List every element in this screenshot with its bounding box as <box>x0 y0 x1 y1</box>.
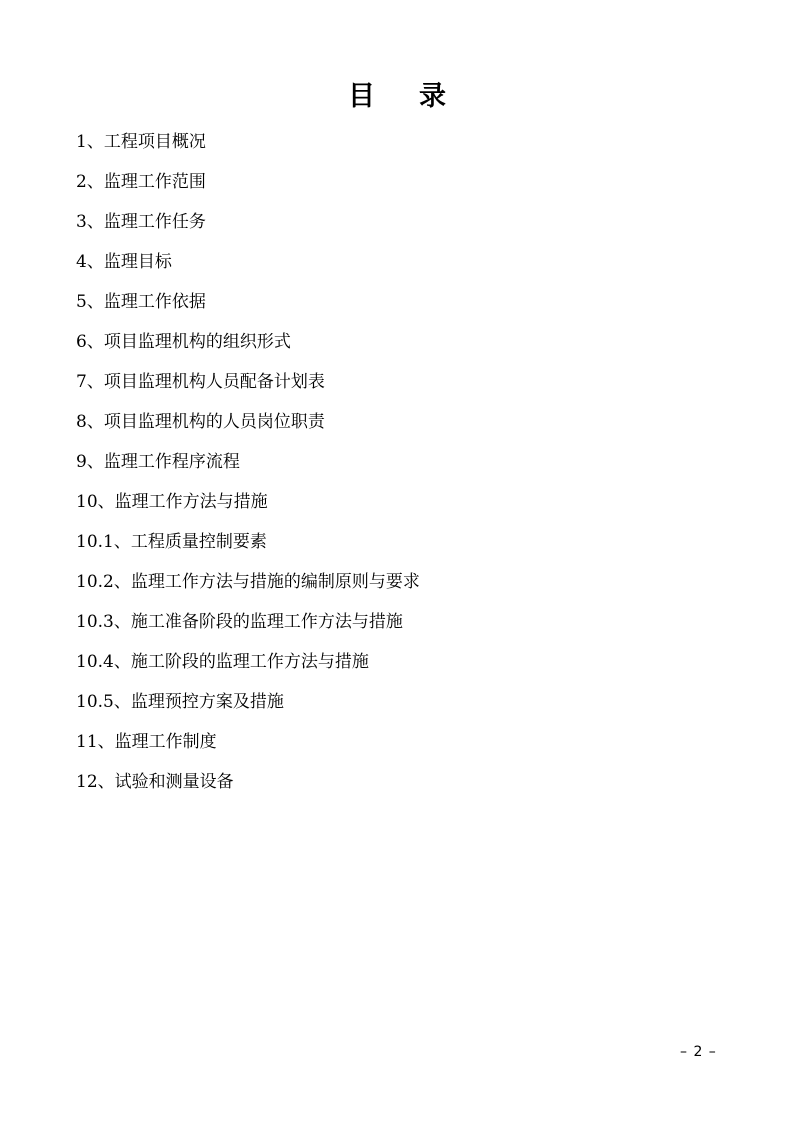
toc-item[interactable]: 10.5、监理预控方案及措施 <box>76 692 284 712</box>
toc-item[interactable]: 10、监理工作方法与措施 <box>76 492 268 512</box>
toc-item[interactable]: 4、监理目标 <box>76 252 172 272</box>
toc-item[interactable]: 3、监理工作任务 <box>76 212 206 232</box>
table-of-contents <box>76 128 420 808</box>
page-title-char-2: 录 <box>419 81 446 112</box>
toc-item[interactable]: 10.3、施工准备阶段的监理工作方法与措施 <box>76 612 403 632</box>
page-number: – 2 – <box>680 1044 717 1060</box>
toc-item[interactable]: 2、监理工作范围 <box>76 172 206 192</box>
toc-item[interactable]: 9、监理工作程序流程 <box>76 452 240 472</box>
toc-item[interactable]: 10.4、施工阶段的监理工作方法与措施 <box>76 652 369 672</box>
page-title-char-1: 目 <box>348 81 375 112</box>
toc-item[interactable]: 11、监理工作制度 <box>76 732 217 752</box>
toc-item[interactable]: 10.2、监理工作方法与措施的编制原则与要求 <box>76 572 420 592</box>
toc-item[interactable]: 12、试验和测量设备 <box>76 772 234 792</box>
toc-item[interactable]: 8、项目监理机构的人员岗位职责 <box>76 412 325 432</box>
toc-item[interactable]: 1、工程项目概况 <box>76 132 206 152</box>
toc-item[interactable]: 10.1、工程质量控制要素 <box>76 532 267 552</box>
toc-item[interactable]: 6、项目监理机构的组织形式 <box>76 332 291 352</box>
toc-item[interactable]: 7、项目监理机构人员配备计划表 <box>76 372 325 392</box>
page-title <box>0 80 794 114</box>
toc-item[interactable]: 5、监理工作依据 <box>76 292 206 312</box>
